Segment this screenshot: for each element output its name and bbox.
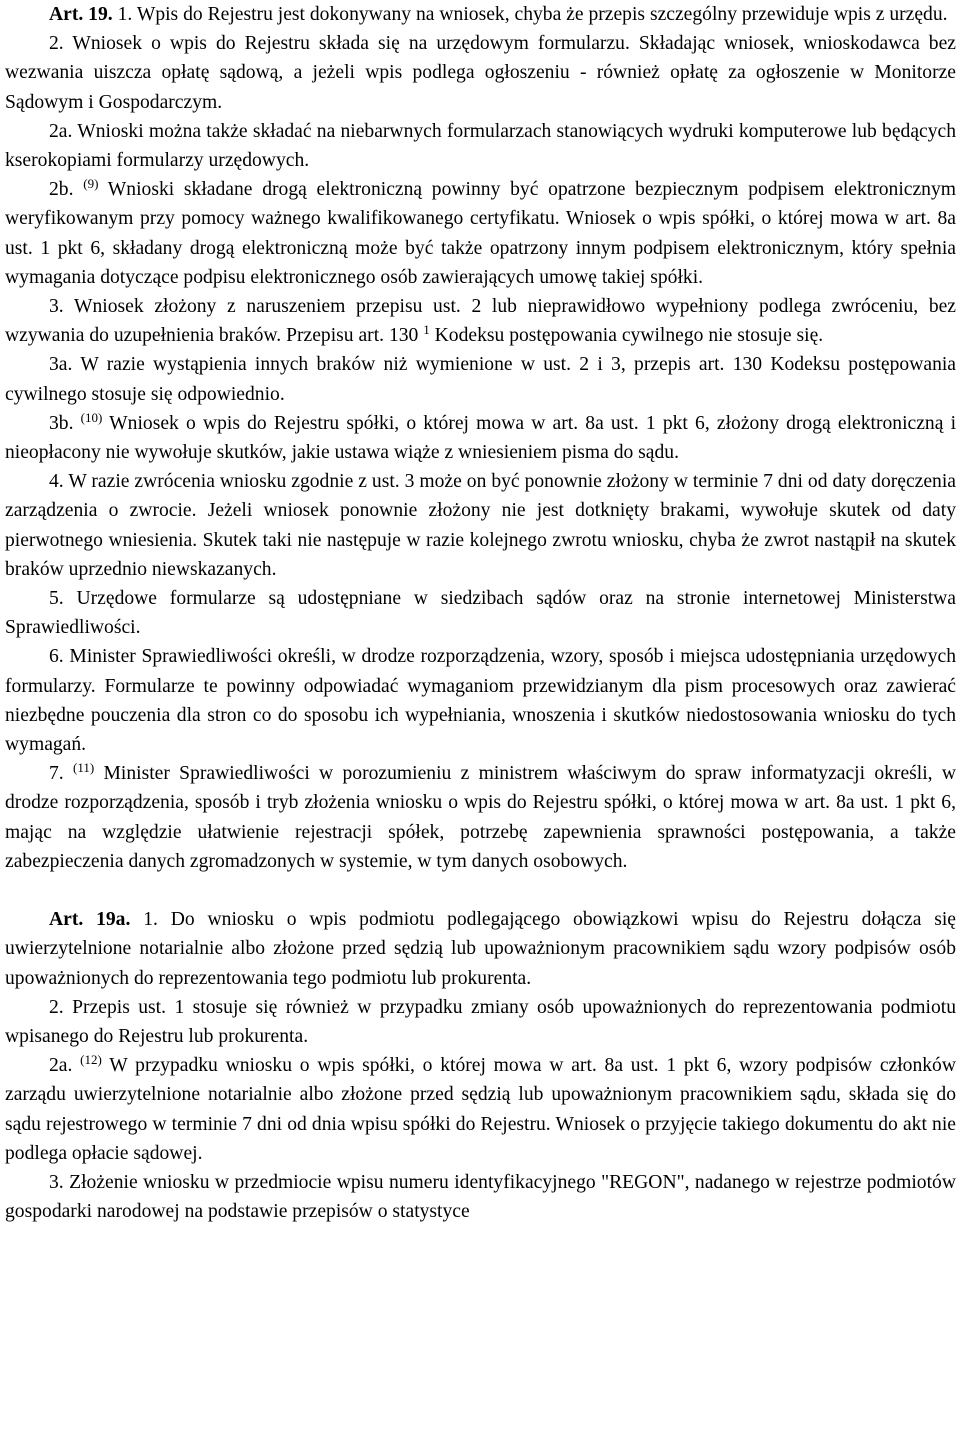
paragraph-text: Wpis do Rejestru jest dokonywany na wniosek, chyba że przepis szczególny przewiduje wpis z urzędu.	[136, 4, 948, 25]
paragraph-text: Minister Sprawiedliwości w porozumieniu z ministrem właściwym do spraw informatyzacji określi, w drodze rozporządzenia, sposób i tryb złożenia wniosku o wpis do Rejestru spółki, o której mowa w art. 8a ust. 1 pkt 6, mając na względzie ułatwienie rejestracji spółek, potrzebę zapewnienia sprawności postępowania, a także zabezpieczenia danych zgromadzonych w systemie, w tym danych osobowych.	[5, 763, 957, 872]
paragraph-number: 6.	[49, 646, 64, 668]
footnote-reference: (12)	[80, 1051, 102, 1067]
paragraph-art19-2	[5, 29, 956, 117]
paragraph-art19a-3	[5, 1168, 956, 1226]
footnote-reference: (10)	[80, 409, 103, 425]
paragraph-text: Urzędowe formularze są udostępniane w siedzibach sądów oraz na stronie internetowej Ministerstwa Sprawiedliwości.	[5, 588, 956, 639]
paragraph-number: 3b.	[49, 412, 74, 434]
paragraph-text: W przypadku wniosku o wpis spółki, o której mowa w art. 8a ust. 1 pkt 6, wzory podpisów członków zarządu uwierzytelnione notarialnie albo złożone przed sędzią lub upoważnionym pracownikiem sądu, składa się do sądu rejestrowego w terminie 7 dni od dnia wpisu spółki do Rejestru. Wniosek o przyjęcie takiego dokumentu do akt nie podlega opłacie sądowej.	[5, 1055, 956, 1164]
paragraph-text: Wnioski składane drogą elektroniczną powinny być opatrzone bezpiecznym podpisem elektronicznym weryfikowanym przy pomocy ważnego kwalifikowanego certyfikatu. Wniosek o wpis spółki, o której mowa w art. 8a ust. 1 pkt 6, składany drogą elektroniczną może być także opatrzony innym podpisem elektronicznym, który spełnia wymagania dotyczące podpisu elektronicznego osób zawierających umowę takiej spółki.	[5, 179, 957, 288]
paragraph-art19a-2	[5, 993, 956, 1051]
paragraph-art19-6	[5, 642, 956, 759]
article-heading: Art. 19a.	[49, 909, 131, 931]
paragraph-art19-4	[5, 467, 956, 584]
paragraph-text-continued: Kodeksu postępowania cywilnego nie stosuje się.	[434, 325, 824, 347]
article-heading: Art. 19.	[49, 4, 113, 25]
paragraph-art19-3b	[5, 409, 956, 467]
paragraph-text: Wniosek o wpis do Rejestru składa się na urzędowym formularzu. Składając wniosek, wnioskodawca bez wezwania uiszcza opłatę sądową, a jeżeli wpis podlega ogłoszeniu - również opłatę za ogłoszenie w Monitorze Sądowym i Gospodarczym.	[5, 33, 956, 113]
paragraph-number: 2a.	[49, 120, 73, 142]
paragraph-number: 2a.	[49, 1055, 73, 1077]
paragraph-art19-5	[5, 584, 956, 642]
paragraph-number: 3a.	[49, 354, 73, 376]
paragraph-art19-3a	[5, 350, 956, 408]
paragraph-number: 2.	[49, 996, 64, 1018]
paragraph-number: 1.	[143, 909, 158, 931]
paragraph-art19a-2a	[5, 1051, 956, 1168]
footnote-reference: (11)	[73, 760, 95, 776]
paragraph-art19-7	[5, 759, 956, 876]
paragraph-text: Wniosek złożony z naruszeniem przepisu ust. 2 lub nieprawidłowo wypełniony podlega zwróceniu, bez wzywania do uzupełnienia braków. Przepisu art. 130	[5, 296, 957, 347]
paragraph-art19-2b	[5, 175, 956, 292]
paragraph-number: 1.	[117, 4, 133, 25]
paragraph-number: 2.	[49, 33, 64, 55]
article-superscript: 1	[423, 322, 430, 338]
paragraph-text: W razie wystąpienia innych braków niż wymienione w ust. 2 i 3, przepis art. 130 Kodeksu postępowania cywilnego stosuje się odpowiednio.	[5, 354, 957, 405]
paragraph-number: 3.	[49, 296, 64, 318]
paragraph-art19a-1	[5, 905, 956, 993]
paragraph-number: 5.	[49, 588, 64, 610]
paragraph-text: Do wniosku o wpis podmiotu podlegającego obowiązkowi wpisu do Rejestru dołącza się uwierzytelnione notarialnie albo złożone przed sędzią lub upoważnionym pracownikiem sądu wzory podpisów osób upoważnionych do reprezentowania tego podmiotu lub prokurenta.	[5, 909, 956, 989]
paragraph-number: 2b.	[49, 179, 74, 201]
paragraph-art19-3	[5, 292, 956, 350]
paragraph-text: Przepis ust. 1 stosuje się również w przypadku zmiany osób upoważnionych do reprezentowania podmiotu wpisanego do Rejestru lub prokurenta.	[5, 996, 956, 1047]
paragraph-text: W razie zwrócenia wniosku zgodnie z ust. 3 może on być ponownie złożony w terminie 7 dni od daty doręczenia zarządzenia o zwrocie. Jeżeli wniosek ponownie złożony nie jest dotknięty brakami, wywołuje skutek od daty pierwotnego wniesienia. Skutek taki nie następuje w razie kolejnego zwrotu wniosku, chyba że zwrot nastąpił na skutek braków uprzednio niewskazanych.	[5, 471, 956, 580]
paragraph-number: 7.	[49, 763, 64, 785]
paragraph-number: 3.	[49, 1171, 64, 1193]
paragraph-number: 4.	[49, 471, 64, 493]
paragraph-text: Wnioski można także składać na niebarwnych formularzach stanowiących wydruki komputerowe lub będących kserokopiami formularzy urzędowych.	[5, 120, 957, 172]
paragraph-art19-1	[5, 0, 956, 29]
footnote-reference: (9)	[83, 176, 99, 192]
paragraph-text: Wniosek o wpis do Rejestru spółki, o której mowa w art. 8a ust. 1 pkt 6, złożony drogą elektroniczną i nieopłacony nie wywołuje skutków, jakie ustawa wiąże z wniesieniem pisma do sądu.	[5, 412, 957, 464]
paragraph-text: Złożenie wniosku w przedmiocie wpisu numeru identyfikacyjnego "REGON", nadanego w rejestrze podmiotów gospodarki narodowej na podstawie przepisów o statystyce	[5, 1171, 956, 1223]
paragraph-art19-2a	[5, 117, 956, 175]
paragraph-text: Minister Sprawiedliwości określi, w drodze rozporządzenia, wzory, sposób i miejsca udostępniania urzędowych formularzy. Formularze te powinny odpowiadać wymaganiom przewidzianym dla pism procesowych oraz zawierać niezbędne pouczenia dla stron co do sposobu ich wypełniania, wnoszenia i skutków niedostosowania wniosku do tych wymagań.	[5, 646, 956, 756]
